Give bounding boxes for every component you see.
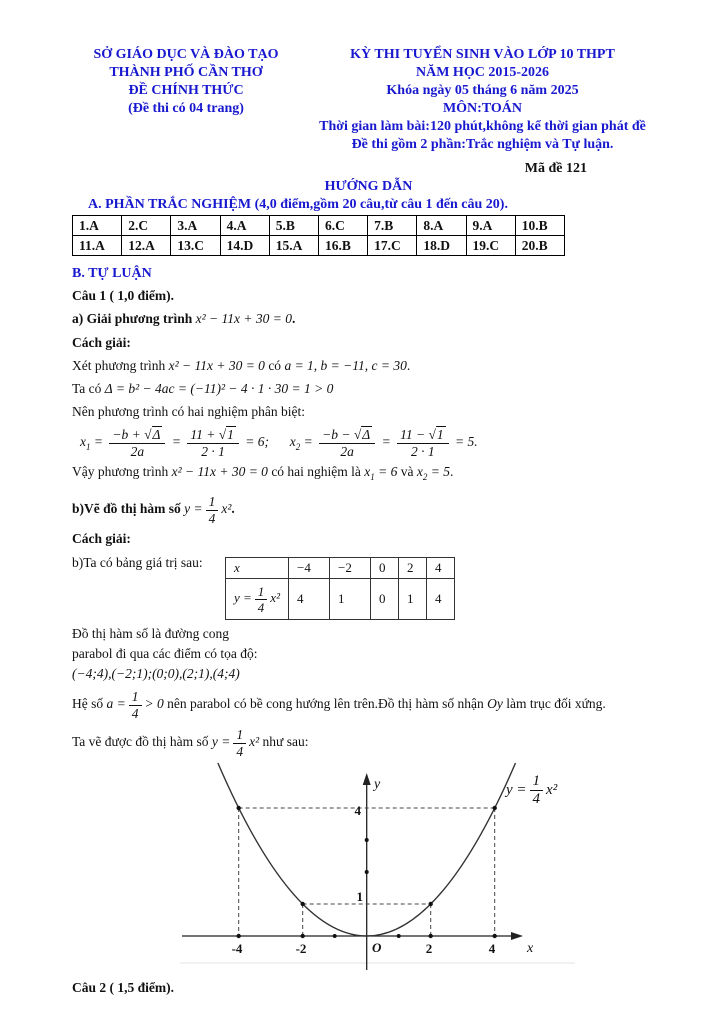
issuer-line: SỞ GIÁO DỤC VÀ ĐÀO TẠO (93, 47, 279, 62)
point-dot (237, 806, 241, 810)
parabola-graph (165, 760, 625, 975)
exam-title-line: KỲ THI TUYỂN SINH VÀO LỚP 10 THPT (350, 47, 615, 62)
root-1 (364, 464, 398, 482)
x-axis-label: x (527, 941, 534, 956)
fraction (109, 428, 165, 458)
x-tick-label: 2 (425, 941, 433, 956)
denominator: 2a (109, 443, 165, 459)
x-squared: x² (546, 781, 558, 798)
x-tick-label: 4 (488, 941, 496, 956)
subscript: 2 (422, 472, 428, 482)
part-b-label: b)Vẽ đồ thị hàm số (72, 501, 181, 517)
coefficient (106, 689, 164, 721)
answer-cell: 6.C (318, 216, 367, 236)
value: = 6 (378, 464, 398, 479)
y-tick-label: 4 (354, 803, 361, 818)
equation: x² − 11x + 30 = 0 (171, 464, 268, 479)
numerator: 1 (131, 689, 139, 704)
numerator: 1 (236, 727, 244, 742)
fraction (255, 585, 268, 614)
result: = 6; (245, 434, 269, 450)
answers-table (72, 215, 565, 256)
header-left-block (72, 46, 300, 154)
subject-line: MÔN:TOÁN (442, 101, 523, 116)
coefficients: a = 1, b = −11, c = 30 (284, 358, 407, 373)
answer-cell: 14.D (220, 236, 269, 256)
issuer-line: THÀNH PHỐ CẦN THƠ (109, 65, 263, 80)
x-tick-label: -2 (295, 941, 307, 956)
x-axis-arrow (511, 932, 523, 940)
denominator: 4 (255, 599, 268, 614)
radicand: 1 (436, 427, 444, 442)
radicand: 1 (227, 427, 234, 442)
text: Ta vẽ được đồ thị hàm số (72, 734, 209, 750)
lhs: y = (211, 734, 231, 750)
fraction (129, 690, 142, 720)
root-2 (416, 464, 451, 482)
sqrt-sign: √ (218, 427, 227, 442)
answer-cell: 17.C (368, 236, 417, 256)
cau2-heading: Câu 2 ( 1,5 điểm). (72, 980, 174, 995)
x-header-cell: x (226, 558, 289, 579)
denominator: 2 · 1 (397, 443, 449, 459)
page-count-line: (Đề thi có 04 trang) (128, 101, 244, 116)
answer-cell: 16.B (318, 236, 367, 256)
cach-giai-label: Cách giải: (72, 531, 131, 546)
exam-date-line: Khóa ngày 05 tháng 6 năm 2025 (386, 83, 579, 98)
y-value-cell: 4 (427, 579, 455, 620)
value-table-row (72, 553, 665, 620)
sqrt-sign: √ (144, 427, 152, 442)
denominator: 4 (530, 790, 544, 807)
point-dot (301, 902, 305, 906)
axis-dot (493, 934, 497, 938)
cau1-heading: Câu 1 ( 1,0 điểm). (72, 288, 174, 303)
subscript: 1 (86, 442, 91, 453)
numerator (109, 428, 165, 443)
x1-var: x (80, 434, 86, 450)
fraction (187, 428, 239, 458)
roots-formula (80, 428, 665, 458)
numerator: 1 (208, 494, 216, 509)
denominator: 2a (319, 443, 375, 459)
axis-dot (333, 934, 337, 938)
part-a-label: a) Giải phương trình (72, 311, 193, 326)
text: có hai nghiệm là (271, 464, 361, 479)
x-value-cell: 2 (399, 558, 427, 579)
numerator (319, 428, 375, 443)
duration-line: Thời gian làm bài:120 phút,không kể thời gian phát đề (319, 119, 646, 134)
equation-a: x² − 11x + 30 = 0 (195, 311, 292, 326)
num-text: −b − (322, 427, 351, 442)
section-a-title: A. PHẦN TRẮC NGHIỆM (4,0 điểm,gồm 20 câu,từ câu 1 đến câu 20). (88, 197, 508, 212)
answer-cell: 11.A (73, 236, 122, 256)
denominator: 4 (129, 705, 142, 721)
text: Ta có (72, 381, 102, 396)
oy-axis: Oy (487, 696, 503, 712)
text: làm trục đối xứng. (506, 696, 606, 712)
point-dot (493, 806, 497, 810)
y-formula-cell (226, 579, 289, 620)
text: như sau: (262, 734, 309, 750)
y-value-cell: 1 (330, 579, 371, 620)
answer-cell: 15.A (269, 236, 318, 256)
exam-header (72, 46, 665, 154)
heso-line (72, 690, 665, 720)
sqrt (428, 426, 445, 442)
inequality: > 0 (144, 696, 164, 712)
x-var: x (416, 464, 423, 479)
y-value-cell: 4 (289, 579, 330, 620)
cach-giai-label: Cách giải: (72, 335, 131, 350)
subscript: 1 (370, 472, 375, 482)
value: = 5 (430, 464, 451, 479)
x-tick-label: -4 (231, 941, 243, 956)
lhs: y = (506, 781, 527, 798)
a-var: a = (106, 696, 126, 712)
point-dot (429, 902, 433, 906)
sqrt-sign: √ (428, 427, 436, 442)
answer-cell: 3.A (171, 216, 220, 236)
exam-code: Mã đề 121 (524, 161, 587, 176)
numerator: 1 (532, 773, 541, 789)
radicand: Δ (362, 427, 371, 442)
subscript: 2 (295, 442, 301, 453)
school-year-line: NĂM HỌC 2015-2026 (416, 65, 549, 80)
answer-cell: 18.D (417, 236, 466, 256)
text: nên parabol có bề cong hướng lên trên.Đồ thị hàm số nhận (167, 696, 484, 712)
equation: x² − 11x + 30 = 0 (168, 358, 265, 373)
lhs: y = (184, 501, 203, 517)
parabola-desc-1: Đồ thị hàm số là đường cong (72, 626, 229, 641)
x2-var: x (289, 434, 296, 450)
x-squared: x² (221, 501, 232, 517)
delta-line (72, 379, 665, 399)
x-squared: x² (249, 734, 260, 750)
x-value-cell: 0 (371, 558, 399, 579)
y-value-cell: 1 (399, 579, 427, 620)
num-text: −b + (112, 427, 141, 442)
sqrt (219, 426, 236, 442)
structure-line: Đề thi gồm 2 phần:Trắc nghiệm và Tự luận. (351, 137, 614, 152)
answer-cell: 7.B (368, 216, 417, 236)
answer-cell: 10.B (515, 216, 564, 236)
x-value-cell: −4 (289, 558, 330, 579)
text: Xét phương trình (72, 358, 166, 373)
axis-dot (237, 934, 241, 938)
y-tick-label: 1 (356, 889, 363, 904)
curve-label (506, 774, 557, 807)
radicand: Δ (152, 427, 161, 442)
tave-line (72, 728, 665, 758)
guide-title: HƯỚNG DẪN (324, 179, 413, 194)
result: = 5. (454, 434, 478, 450)
equals: = (93, 434, 103, 450)
denominator: 4 (233, 743, 246, 759)
fraction (530, 774, 544, 807)
fraction (397, 428, 449, 458)
part-a-line (72, 309, 665, 329)
section-b-title: B. TỰ LUẬN (72, 266, 152, 281)
answers-row-2 (73, 236, 565, 256)
delta-formula: Δ = b² − 4ac = (−11)² − 4 · 1 · 30 = 1 > 0 (104, 381, 334, 396)
period: . (450, 464, 454, 479)
answer-cell: 12.A (122, 236, 171, 256)
period: . (406, 358, 411, 373)
function-formula (184, 494, 232, 526)
answer-cell: 5.B (269, 216, 318, 236)
x-squared: x² (270, 589, 280, 605)
answer-cell: 1.A (73, 216, 122, 236)
denominator: 4 (206, 510, 219, 526)
answer-cell: 19.C (466, 236, 515, 256)
axis-dot (301, 934, 305, 938)
axis-dot (365, 838, 369, 842)
period: . (231, 501, 235, 517)
text: Hệ số (72, 696, 104, 712)
value-table-header (226, 558, 455, 579)
official-exam-line: ĐỀ CHÍNH THỨC (128, 83, 244, 98)
function-formula (211, 727, 260, 759)
x-value-cell: −2 (330, 558, 371, 579)
y-axis-label: y (374, 777, 381, 792)
num-text: 11 − (400, 427, 426, 442)
part-b-heading (72, 495, 665, 525)
origin-label: O (372, 940, 382, 955)
fraction (206, 495, 219, 525)
parabola-desc-2: parabol đi qua các điểm có tọa độ: (72, 646, 258, 661)
answer-cell: 4.A (220, 216, 269, 236)
answer-cell: 20.B (515, 236, 564, 256)
lhs: y = (234, 589, 252, 605)
text: và (400, 464, 414, 479)
coords-line: (−4;4),(−2;1);(0;0),(2;1),(4;4) (72, 666, 240, 681)
answers-row-1 (73, 216, 565, 236)
conclusion-line (72, 462, 665, 487)
answer-cell: 13.C (171, 236, 220, 256)
answer-cell: 8.A (417, 216, 466, 236)
numerator (187, 428, 239, 443)
equals: = (381, 434, 391, 450)
y-axis-arrow (363, 773, 371, 785)
header-right-block (300, 46, 665, 154)
sqrt (144, 426, 162, 442)
fraction (233, 728, 246, 758)
sqrt-sign: √ (353, 427, 362, 442)
two-roots-line: Nên phương trình có hai nghiệm phân biệt: (72, 404, 306, 419)
numerator (397, 428, 449, 443)
axis-dot (397, 934, 401, 938)
answer-cell: 2.C (122, 216, 171, 236)
period: . (291, 311, 296, 326)
solution-line-xet (72, 356, 665, 376)
numerator: 1 (257, 583, 265, 599)
text: có (268, 358, 282, 373)
value-table-values (226, 579, 455, 620)
value-table (225, 557, 455, 620)
text: Vậy phương trình (72, 464, 169, 479)
equals: = (171, 434, 181, 450)
x-var: x (364, 464, 371, 479)
sqrt (354, 426, 372, 442)
denominator: 2 · 1 (187, 443, 239, 459)
value-table-caption: b)Ta có bảng giá trị sau: (72, 555, 203, 570)
answer-cell: 9.A (466, 216, 515, 236)
equals: = (303, 434, 313, 450)
axis-dot (365, 870, 369, 874)
num-text: 11 + (190, 427, 216, 442)
fraction (319, 428, 375, 458)
axis-dot (429, 934, 433, 938)
x-value-cell: 4 (427, 558, 455, 579)
y-value-cell: 0 (371, 579, 399, 620)
